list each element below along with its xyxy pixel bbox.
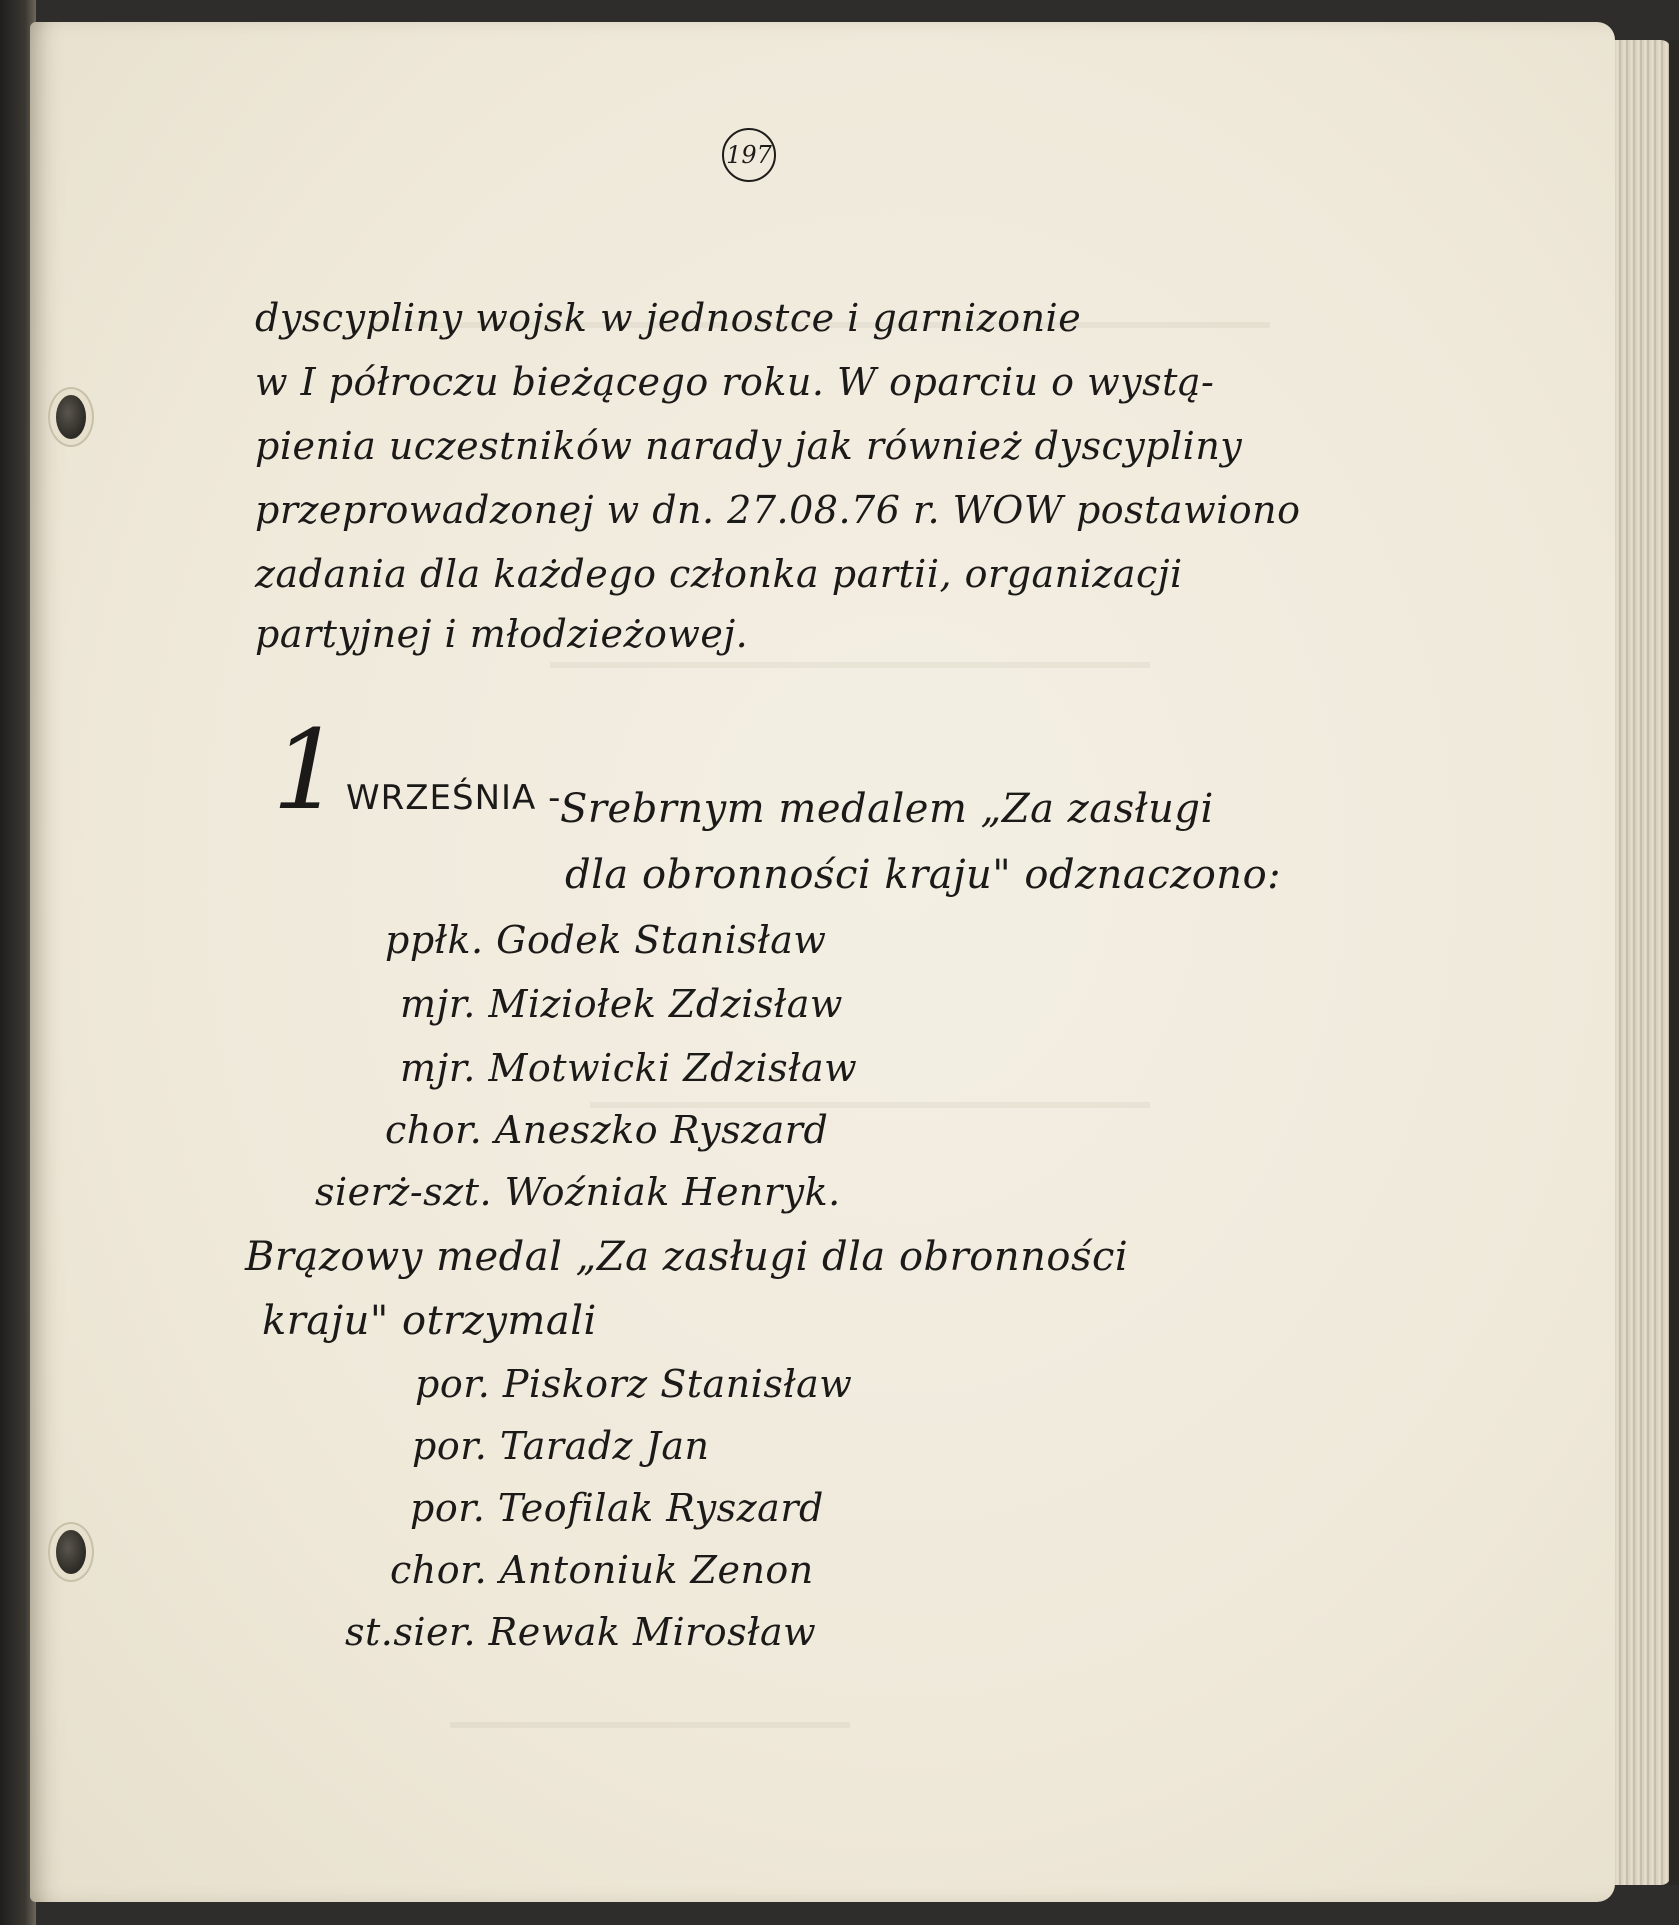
- bleed-through-mark: [450, 1682, 850, 1728]
- awardee-name: mjr. Miziołek Zdzisław: [400, 982, 843, 1026]
- silver-medal-line: dla obronności kraju" odznaczono:: [565, 852, 1282, 898]
- page-number: 197: [722, 128, 776, 182]
- entry-month: [346, 778, 561, 818]
- awardee-name: st.sier. Rewak Mirosław: [345, 1610, 817, 1654]
- awardee-name: chor. Antoniuk Zenon: [390, 1548, 814, 1592]
- silver-medal-line: Srebrnym medalem „Za zasługi: [560, 786, 1214, 832]
- entry-month-text: WRZEŚNIA: [346, 778, 537, 818]
- punch-hole: [56, 395, 86, 439]
- paragraph-line: w I półroczu bieżącego roku. W oparciu o wystą-: [255, 360, 1215, 404]
- paragraph-line: zadania dla każdego członka partii, organizacji: [255, 552, 1183, 596]
- binder-back-edge: [1669, 40, 1679, 1885]
- awardee-name: por. Teofilak Ryszard: [410, 1486, 824, 1530]
- awardee-name: chor. Aneszko Ryszard: [385, 1108, 829, 1152]
- entry-dash: -: [548, 778, 562, 818]
- awardee-name: sierż-szt. Woźniak Henryk.: [315, 1170, 841, 1214]
- paragraph-line: partyjnej i młodzieżowej.: [255, 612, 749, 656]
- bronze-medal-line: kraju" otrzymali: [262, 1298, 597, 1344]
- paragraph-line: przeprowadzonej w dn. 27.08.76 r. WOW postawiono: [255, 488, 1301, 532]
- entry-day: 1: [272, 706, 342, 834]
- paragraph-line: dyscypliny wojsk w jednostce i garnizonie: [255, 296, 1082, 340]
- bronze-medal-line: Brązowy medal „Za zasługi dla obronności: [245, 1234, 1129, 1280]
- awardee-name: por. Piskorz Stanisław: [415, 1362, 853, 1406]
- awardee-name: ppłk. Godek Stanisław: [385, 918, 827, 962]
- awardee-name: por. Taradz Jan: [412, 1424, 710, 1468]
- punch-hole: [56, 1530, 86, 1574]
- awardee-name: mjr. Motwicki Zdzisław: [400, 1046, 858, 1090]
- paragraph-line: pienia uczestników narady jak również dyscypliny: [255, 424, 1243, 468]
